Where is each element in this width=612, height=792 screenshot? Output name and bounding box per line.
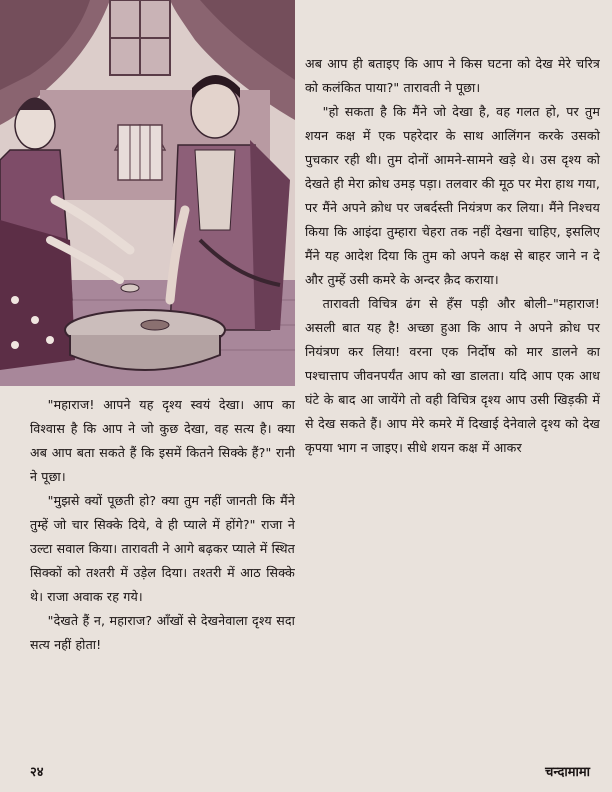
paragraph: तारावती विचित्र ढंग से हँस पड़ी और बोली–"महाराज! असली बात यह है! अच्छा हुआ कि आप ने अपने क्रोध पर नियंत्रण कर लिया! वरना एक निर्दोष को मार डालने का पश्चात्ताप जीवनपर्यंत आप को खा डालता। यदि आप एक आध घंटे के बाद आ जायेंगे तो वही विचित्र दृश्य आप उसी खिड़की में से देख सकते हैं। आप मेरे कमरे में दिखाई देनेवाले दृश्य को देख कृपया भाग न जाइए। सीधे शयन कक्ष में आकर (305, 296, 600, 455)
paragraph: "हो सकता है कि मैंने जो देखा है, वह गलत हो, पर तुम शयन कक्ष में एक पहरेदार के साथ आलिंगन करके उसको पुचकार रही थी। तुम दोनों आमने-सामने खड़े थे। उस दृश्य को देखते ही मेरा क्रोध उमड़ पड़ा। तलवार की मूठ पर मेरा हाथ गया, पर मैंने अपने क्रोध पर जबर्दस्ती नियंत्रण कर लिया। मैंने निश्चय किया कि आइंदा तुम्हारा चेहरा तक नहीं देखना चाहिए, इसलिए मैंने यह आदेश दिया कि तुम को अपने कक्ष से बाहर जाने न दे और तुम्हें उसी कमरे के अन्दर क़ैद कराया। (305, 104, 600, 287)
paragraph: "देखते हैं न, महाराज? आँखों से देखनेवाला दृश्य सदा सत्य नहीं होता! (30, 613, 295, 652)
story-illustration (0, 0, 295, 386)
paragraph: "महाराज! आपने यह दृश्य स्वयं देखा। आप का विश्वास है कि आप ने जो कुछ देखा, वह सत्य है। क्या अब आप बता सकते हैं कि इसमें कितने सिक्के हैं?" रानी ने पूछा। (30, 397, 295, 484)
queen-and-king-illustration (0, 0, 295, 386)
paragraph: अब आप ही बताइए कि आप ने किस घटना को देख मेरे चरित्र को कलंकित पाया?" तारावती ने पूछा। (305, 56, 600, 95)
left-text-column (30, 393, 295, 657)
paragraph: "मुझसे क्यों पूछती हो? क्या तुम नहीं जानती कि मैंने तुम्हें जो चार सिक्के दिये, वे ही प्याले में होंगे?" राजा ने उल्टा सवाल किया। तारावती ने आगे बढ़कर प्याले में स्थित सिक्कों को तश्तरी में उड़ेल दिया। तश्तरी में आठ सिक्के थे। राजा अवाक रह गये। (30, 493, 295, 604)
page-number: २४ (30, 765, 44, 780)
magazine-name: चन्दामामा (545, 765, 590, 780)
right-text-column (305, 52, 600, 460)
